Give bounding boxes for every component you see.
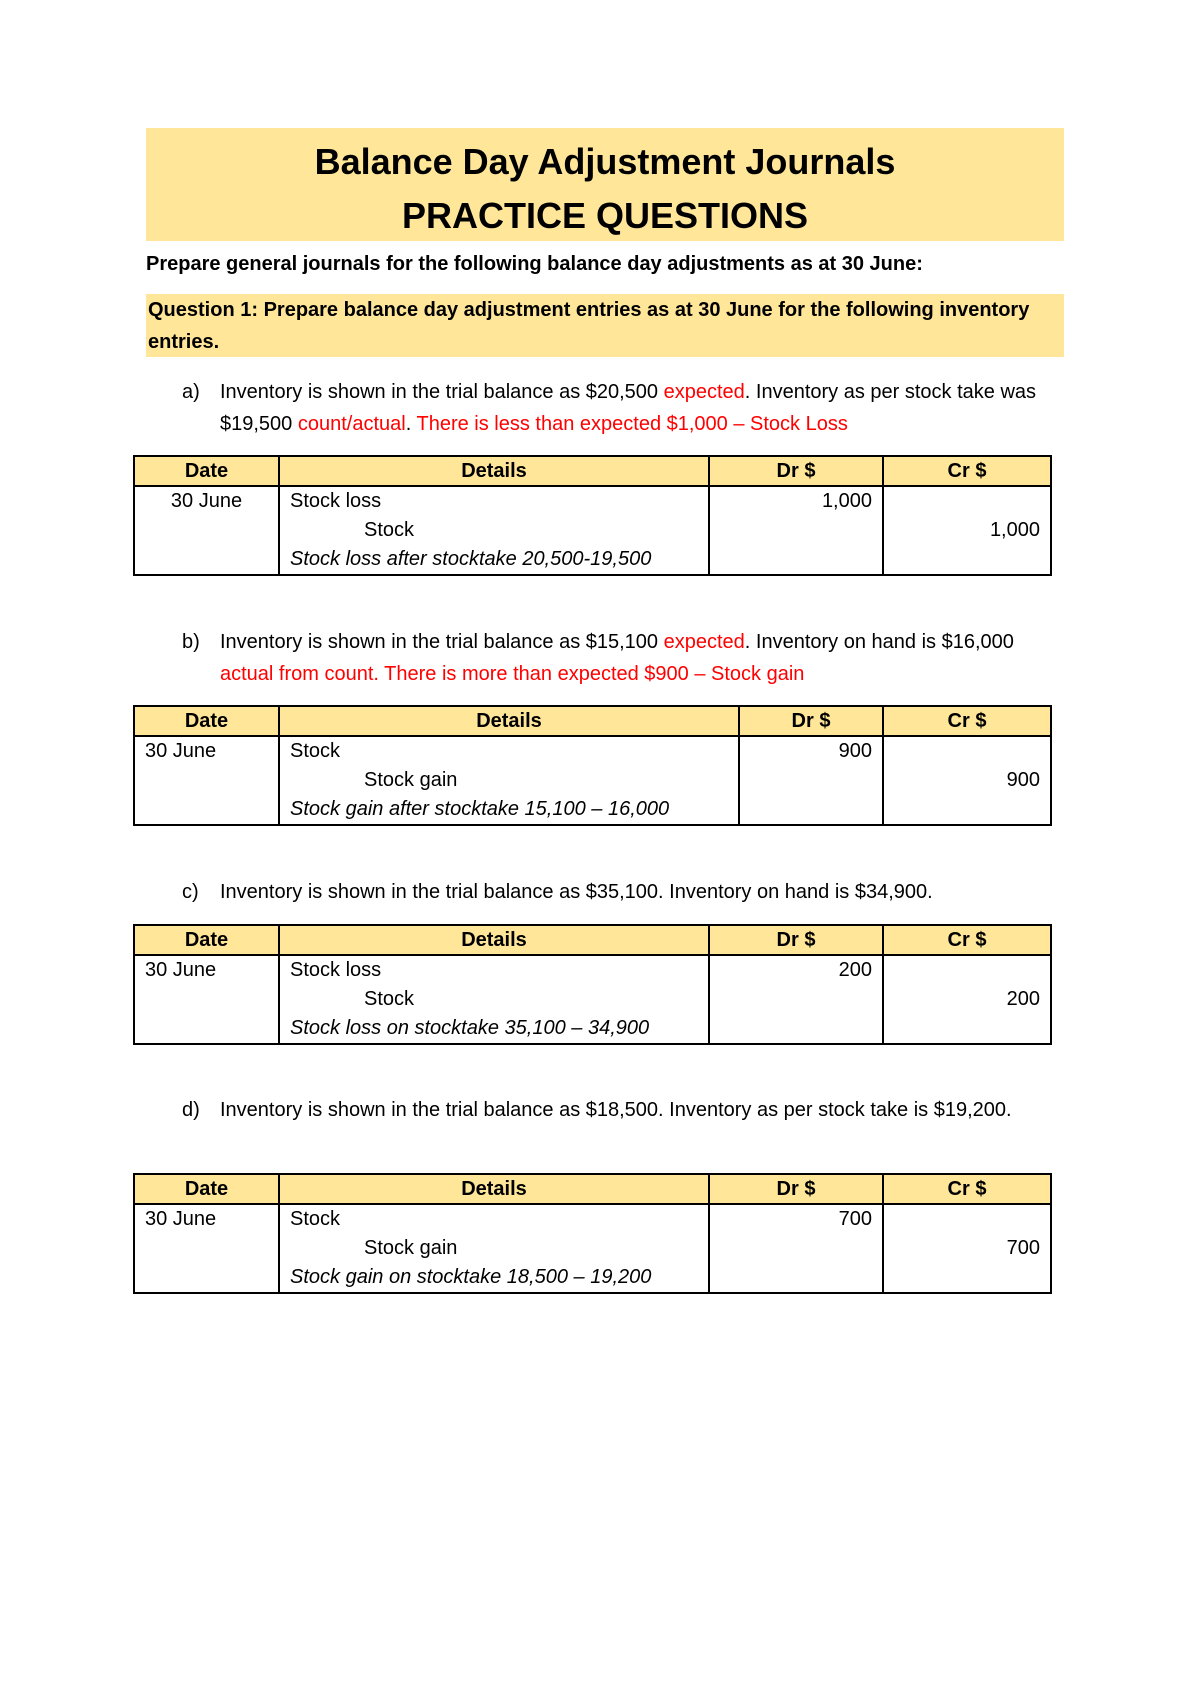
credit-amount: 900 bbox=[883, 736, 1051, 825]
col-cr: Cr $ bbox=[883, 925, 1051, 955]
question-1-heading: Question 1: Prepare balance day adjustment entries as at 30 June for the following inventory entries. bbox=[146, 294, 1064, 357]
col-details: Details bbox=[279, 456, 709, 486]
credit-account: Stock bbox=[364, 519, 415, 541]
col-date: Date bbox=[134, 925, 279, 955]
table-row bbox=[134, 736, 1051, 825]
table-row bbox=[134, 1204, 1051, 1293]
col-date: Date bbox=[134, 1174, 279, 1204]
part-b bbox=[182, 626, 1062, 690]
part-c-text: Inventory is shown in the trial balance as $35,100. Inventory on hand is $34,900. bbox=[220, 881, 933, 903]
narration: Stock loss on stocktake 35,100 – 34,900 bbox=[290, 1017, 650, 1039]
credit-amount: 1,000 bbox=[883, 486, 1051, 575]
entry-details bbox=[279, 1204, 709, 1293]
narration: Stock gain on stocktake 18,500 – 19,200 bbox=[290, 1266, 652, 1288]
debit-amount: 900 bbox=[739, 736, 883, 825]
title-band bbox=[146, 128, 1064, 241]
part-d bbox=[182, 1094, 1062, 1126]
journal-table-d bbox=[133, 1173, 1052, 1294]
credit-account: Stock bbox=[364, 988, 415, 1010]
debit-amount: 700 bbox=[709, 1204, 883, 1293]
credit-account: Stock gain bbox=[364, 769, 458, 791]
narration: Stock loss after stocktake 20,500-19,500 bbox=[290, 548, 652, 570]
debit-account: Stock loss bbox=[290, 490, 382, 512]
entry-date: 30 June bbox=[134, 1204, 279, 1293]
debit-amount: 200 bbox=[709, 955, 883, 1044]
debit-amount: 1,000 bbox=[709, 486, 883, 575]
debit-account: Stock bbox=[290, 1208, 341, 1230]
col-details: Details bbox=[279, 1174, 709, 1204]
credit-amount: 700 bbox=[883, 1204, 1051, 1293]
page-subtitle: PRACTICE QUESTIONS bbox=[401, 195, 809, 236]
col-dr: Dr $ bbox=[709, 1174, 883, 1204]
col-dr: Dr $ bbox=[739, 706, 883, 736]
part-c bbox=[182, 876, 1062, 908]
col-cr: Cr $ bbox=[883, 456, 1051, 486]
table-header-row bbox=[134, 706, 1051, 736]
col-details: Details bbox=[279, 925, 709, 955]
entry-date: 30 June bbox=[134, 486, 279, 575]
part-a-letter: a) bbox=[182, 381, 200, 403]
part-a-text: Inventory is shown in the trial balance as $20,500 expected. Inventory as per stock take was $19,500 count/actual. There is less than expected $1,000 – Stock Loss bbox=[220, 381, 1037, 435]
debit-account: Stock loss bbox=[290, 959, 382, 981]
col-dr: Dr $ bbox=[709, 925, 883, 955]
part-b-text: Inventory is shown in the trial balance as $15,100 expected. Inventory on hand is $16,000 actual from count. There is more than expected $900 – Stock gain bbox=[220, 631, 1014, 685]
journal-table-c bbox=[133, 924, 1052, 1045]
part-a bbox=[182, 376, 1062, 440]
col-cr: Cr $ bbox=[883, 706, 1051, 736]
journal-table-b bbox=[133, 705, 1052, 826]
credit-amount: 200 bbox=[883, 955, 1051, 1044]
table-row bbox=[134, 486, 1051, 575]
part-b-letter: b) bbox=[182, 631, 200, 653]
entry-details bbox=[279, 736, 739, 825]
col-date: Date bbox=[134, 456, 279, 486]
entry-details bbox=[279, 955, 709, 1044]
table-header-row bbox=[134, 925, 1051, 955]
part-c-letter: c) bbox=[182, 881, 199, 903]
narration: Stock gain after stocktake 15,100 – 16,000 bbox=[290, 798, 670, 820]
journal-table-a bbox=[133, 455, 1052, 576]
table-header-row bbox=[134, 456, 1051, 486]
entry-details bbox=[279, 486, 709, 575]
credit-account: Stock gain bbox=[364, 1237, 458, 1259]
debit-account: Stock bbox=[290, 740, 341, 762]
part-d-letter: d) bbox=[182, 1099, 200, 1121]
part-d-text: Inventory is shown in the trial balance as $18,500. Inventory as per stock take is $19,200. bbox=[220, 1099, 1012, 1121]
instructions: Prepare general journals for the following balance day adjustments as at 30 June: bbox=[146, 253, 923, 275]
entry-date: 30 June bbox=[134, 955, 279, 1044]
col-date: Date bbox=[134, 706, 279, 736]
table-header-row bbox=[134, 1174, 1051, 1204]
col-cr: Cr $ bbox=[883, 1174, 1051, 1204]
page-title: Balance Day Adjustment Journals bbox=[314, 141, 896, 182]
col-dr: Dr $ bbox=[709, 456, 883, 486]
table-row bbox=[134, 955, 1051, 1044]
entry-date: 30 June bbox=[134, 736, 279, 825]
col-details: Details bbox=[279, 706, 739, 736]
